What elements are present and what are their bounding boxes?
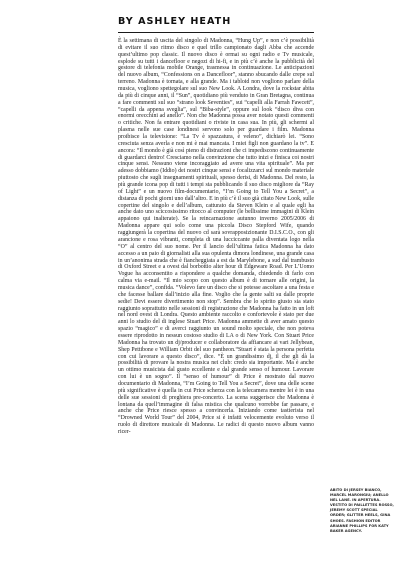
article-paragraph: È la settimana di uscita del singolo di Madonna, “Hung Up”, e non c’è possibilità di evitare il suo ritmo disco e quel trillo campionato dagli Abba che accende quest’ultimo pop classic. Il nuovo disco è ormai su ogni radio e Tv musicale, esplode su tutti i dancefloor e negozi di hi-fi, e in più c’è anche la pubblicità del gestore di telefonia mobile Orange, trasmessa in continuazione. Le anticipazioni del nuovo album, “Confessions on a Dancefloor”, stanno sbucando dalle crepe sul terreno. Madonna è tornata, e alla grande. Ma i tabloid non vogliono parlare della musica, vogliono spettegolare sul suo New Look. A Londra, dove la rockstar abita da più di cinque anni, il “Sun”, quotidiano più venduto in Gran Bretagna, continua a fare commenti sul suo “strano look Seventies”, sui “capelli alla Farrah Fawcett”, “capelli da appena sveglia”, sul “Biba-style”, oppure sul look “disco diva con enormi orecchini ad anello”. Non che Madonna possa aver notato questi commenti o critiche. Non fa entrare quotidiani o riviste in casa sua. In più, gli schermi al plasma nelle sue case londinesi servono solo per guardare i film. Madonna proibisce la televisione: “La Tv è spazzatura, è veleno”, dichiarò lei. “Sono cresciuta senza averla e non mi è mai mancata. I miei figli non guardano la tv”. E ancora: “Il mondo è già così pieno di distrazioni che ci impediscono continuamente di guardarci dentro! Cresciamo nella convinzione che tutto inizi e finisca coi nostri cinque sensi. Nessuno viene incoraggiato ad avere una vita spirituale”. Ma per adesso dobbiamo (Iddio) dei nostri cinque sensi e focalizzarci sul mondo materiale piuttosto che sugli insegnamenti spirituali, spesso derisi, di Madonna. Del resto, la più grande icona pop di tutti i tempi sta pubblicando il suo disco migliore da “Ray of Light” e un nuovo film-documentario, “I’m Going to Tell You a Secret”, a distanza di pochi giorni uno dall’altro. E in più c’è il suo già citato New Look, sulle copertine del singolo e dell’album, catturato da Steven Klein e al quale egli ha anche dato uno sciccosissimo ritocco al computer (le bellissime immagini di Klein appaiono qui inalterate). Se la reincarnazione autunno inverno 2005/2006 di Madonna appare qui solo come una piccola Disco Stepford Wife, quando raggiungerà la copertina del nuovo cd sarà sovrapposizionante D.I.S.C.O., con gli arancione e rosa vibranti, completa di una lucciccante palla diventata logo nella “O” al centro del suo nome. Per il lancio dell’ultima fatica Madonna ha dato accesso a un paio di giornalisti alla sua opulenta dimora londinese, una grande casa in un’anonima strada che è fiancheggiata a est da Marylebone, a sud dal trambusto di Oxford Street e a ovest dal borbottio alter hour di Edgeware Road. Per L’Uomo Vogue ha acconsentito a rispondere a qualche domanda, chiedendo di farlo con calma via e-mail. “Il mio scopo con questo album è di tornare alle origini, la musica dance”, confida. “Volevo fare un disco che si potesse ascoltare a una festa e che facesse ballare dall’inizio alla fine. Voglio che la gente salti su dalle proprie sedie! Devi essere divertimento non stop”. Sembra che lo spirito giusto sia stato raggiunto soprattutto nelle sessioni di registrazione che Madonna ha fatto in un loft nel nord ovest di Londra. Questo ambiente raccolto e confortevole è stato per due anni lo studio del di inglese Stuart Price. Madonna ammette di aver amato questo spazio “magico” e di averci raggiunto un sound molto speciale, che non poteva essere riprodotto in nessun costoso studio di LA o di New York. Con Stuart Price Madonna ha trovato un dj/producer e collaboratore da affiancare ai vari Jellybean, Shep Pettibone e William Orbit del suo pantheon.“Stuart è stata la persona perfetta con cui lavorare a questo disco”, dice. “È un grandissimo dj, il che gli dà la possibilità di provare la nostra musica nei club: credo sia importante. Ma è anche un ottimo musicista dal gusto eccellente e dal grande senso of humour. Lavorare con lui è un sogno”. Il “senso of humour” di Price è mostrato dal nuovo documentario di Madonna, “I’m Going to Tell You a Secret”, dove una delle scene più significative è quella in cui Price scherza con la telecamera mentre lei è in una delle sue sessioni di preghiera pre-concerto. La scena suggerisce che Madonna è lontana da quell’immagine di falsa mistica che qualcuno vorrebbe far passare, e anche che Price riesce spesso a convincerla. Iniziando come tastierista nel “Drowned World Tour” del 2004, Price si è infatti velocemente evoluto verso il ruolo di direttore musicale di Madonna. Le radici di questo nuovo album vanno ricer-	[118, 38, 314, 435]
article-byline: BY ASHLEY HEATH	[118, 16, 314, 33]
article-body	[118, 38, 314, 436]
photo-caption: ABITO DI JERSEY BIANCO, MARCEL MARONGIU; ANELLO NEL LANE. IN APERTURA. VESTITO DI PAILLETTES ROSSO, JEREMY SCOTT SPECIAL ORDER; GLITTER HEELS, GINA SHOES. FASHION EDITOR ARIANNE PHILLIPS FOR KATY BAKER AGENCY.	[330, 488, 394, 533]
